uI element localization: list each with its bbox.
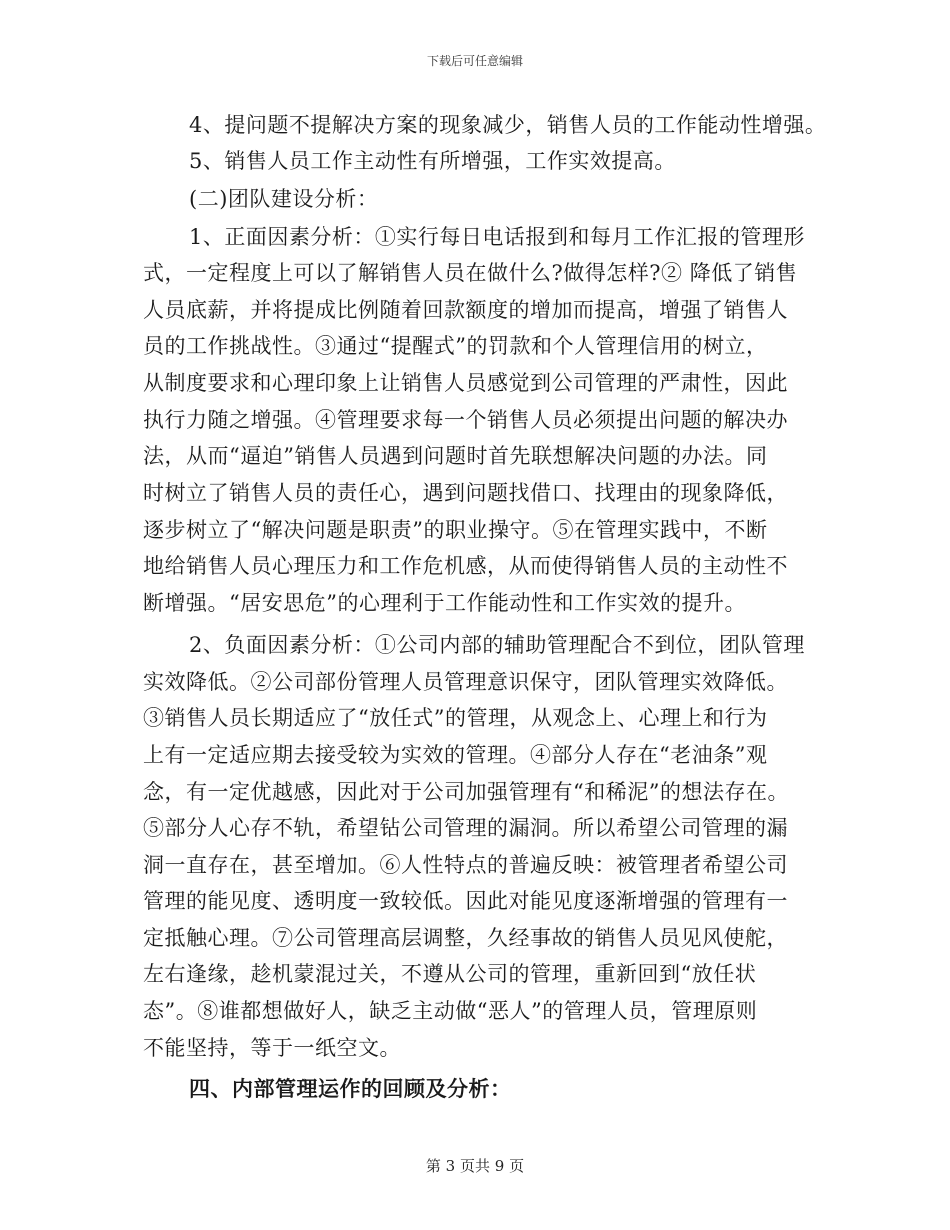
paragraph-line: 5、销售人员工作主动性有所增强，工作实效提高。: [189, 149, 676, 173]
paragraph-line: 员的工作挑战性。③通过“提醒式”的罚款和个人管理信用的树立，: [143, 334, 768, 358]
paragraph-line: 逐步树立了“解决问题是职责”的职业操守。⑤在管理实践中，不断: [143, 518, 768, 542]
section-heading: 四、内部管理运作的回顾及分析：: [189, 1076, 512, 1101]
paragraph-line: 从制度要求和心理印象上让销售人员感觉到公司管理的严肃性，因此: [143, 371, 788, 395]
paragraph-line: 定抵触心理。⑦公司管理高层调整，久经事故的销售人员见风使舵，: [143, 926, 788, 950]
paragraph-line: 执行力随之增强。④管理要求每一个销售人员必须提出问题的解决办: [143, 408, 788, 432]
paragraph-line: 断增强。“居安思危”的心理利于工作能动性和工作实效的提升。: [143, 591, 746, 615]
paragraph-line: 2、负面因素分析：①公司内部的辅助管理配合不到位，团队管理: [189, 633, 805, 657]
paragraph-line: ③销售人员长期适应了“放任式”的管理，从观念上、心理上和行为: [143, 706, 768, 730]
paragraph-line: 地给销售人员心理压力和工作危机感，从而使得销售人员的主动性不: [143, 554, 788, 578]
paragraph-line: 念，有一定优越感，因此对于公司加强管理有“和稀泥”的想法存在。: [143, 780, 789, 804]
paragraph-line: 管理的能见度、透明度一致较低。因此对能见度逐渐增强的管理有一: [143, 889, 788, 913]
page-header: 下载后可任意编辑: [426, 54, 523, 68]
paragraph-line: 4、提问题不提解决方案的现象减少，销售人员的工作能动性增强。: [189, 113, 827, 137]
paragraph-line: 时树立了销售人员的责任心，遇到问题找借口、找理由的现象降低，: [143, 481, 788, 505]
paragraph-line: 左右逢缘，趁机蒙混过关，不遵从公司的管理，重新回到“放任状: [143, 962, 757, 986]
paragraph-line: 法，从而“逼迫”销售人员遇到问题时首先联想解决问题的办法。同: [143, 444, 768, 468]
paragraph-line: 洞一直存在，甚至增加。⑥人性特点的普遍反映：被管理者希望公司: [143, 853, 788, 877]
page-number: 第 3 页共 9 页: [425, 1157, 525, 1175]
section-subheading: (二)团队建设分析：: [189, 187, 379, 211]
paragraph-line: 态”。⑧谁都想做好人，缺乏主动做“恶人”的管理人员，管理原则: [143, 999, 758, 1023]
paragraph-line: 1、正面因素分析：①实行每日电话报到和每月工作汇报的管理形: [189, 225, 805, 249]
paragraph-line: 不能坚持，等于一纸空文。: [143, 1036, 401, 1060]
paragraph-line: 人员底薪，并将提成比例随着回款额度的增加而提高，增强了销售人: [143, 298, 788, 322]
paragraph-line: 实效降低。②公司部份管理人员管理意识保守，团队管理实效降低。: [143, 670, 788, 694]
paragraph-line: 式，一定程度上可以了解销售人员在做什么?做得怎样?② 降低了销售: [143, 261, 798, 285]
paragraph-line: ⑤部分人心存不轨，希望钻公司管理的漏洞。所以希望公司管理的漏: [143, 816, 788, 840]
paragraph-line: 上有一定适应期去接受较为实效的管理。④部分人存在“老油条”观: [143, 743, 768, 767]
